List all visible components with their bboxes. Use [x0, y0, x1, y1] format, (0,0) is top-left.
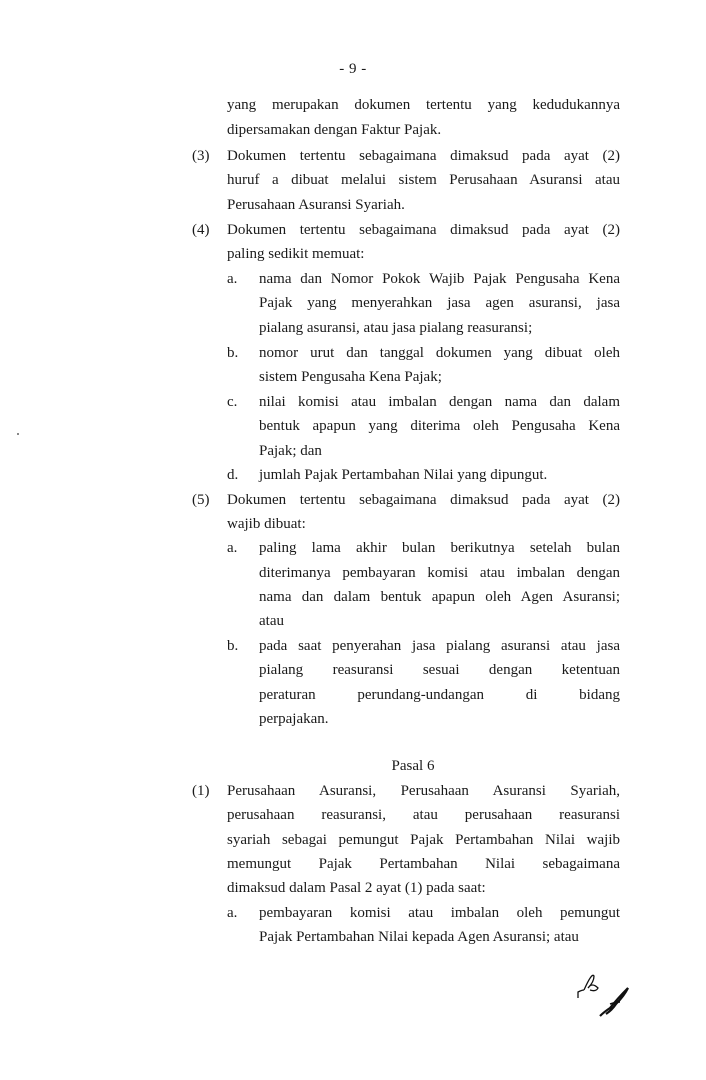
ayat-4-line-1: Dokumen tertentu sebagaimana dimaksud pada ayat (2) — [227, 222, 620, 238]
ayat-5-line-1: Dokumen tertentu sebagaimana dimaksud pada ayat (2) — [227, 492, 620, 508]
ayat-3-line-3: Perusahaan Asuransi Syariah. — [227, 197, 405, 213]
pasal-6-ayat-1-line-2: perusahaan reasuransi, atau perusahaan reasuransi — [227, 807, 620, 823]
continuation-line-2: dipersamakan dengan Faktur Pajak. — [227, 122, 442, 138]
ayat-3-line-2: huruf a dibuat melalui sistem Perusahaan Asuransi atau — [227, 172, 620, 188]
signature-stroke-1 — [578, 990, 584, 998]
pasal-6-ayat-1-line-4: memungut Pajak Pertambahan Nilai sebagaimana — [227, 856, 620, 872]
ayat-4-item-a-marker: a. — [227, 271, 238, 287]
ayat-4-item-c-line-2: bentuk apapun yang diterima oleh Pengusaha Kena — [259, 418, 620, 434]
ayat-5-item-a-marker: a. — [227, 540, 238, 556]
pasal-6-heading — [0, 756, 706, 776]
ayat-5-item-b-line-2: pialang reasuransi sesuai dengan ketentuan — [259, 662, 620, 678]
continuation-line-1: yang merupakan dokumen tertentu yang kedudukannya — [227, 97, 620, 113]
ayat-5-item-b-line-3: peraturan perundang-undangan di bidang — [259, 687, 620, 703]
ayat-5-item-a-line-1: paling lama akhir bulan berikutnya setelah bulan — [259, 540, 620, 556]
ayat-4-item-b-marker: b. — [227, 345, 239, 361]
initials-signature — [570, 968, 640, 1028]
ayat-5-item-a-line-4: atau — [259, 613, 284, 629]
pasal-6-ayat-1-marker: (1) — [192, 783, 210, 799]
pasal-6-ayat-1-line-5: dimaksud dalam Pasal 2 ayat (1) pada saat: — [227, 880, 486, 896]
ayat-4-item-d-marker: d. — [227, 467, 239, 483]
ayat-4-item-c-line-1: nilai komisi atau imbalan dengan nama dan dalam — [259, 394, 620, 410]
signature-stroke-2 — [584, 975, 598, 990]
ayat-3-line-1: Dokumen tertentu sebagaimana dimaksud pada ayat (2) — [227, 148, 620, 164]
ayat-5-item-a-line-3: nama dan dalam bentuk apapun oleh Agen Asuransi; — [259, 589, 620, 605]
pasal-6-ayat-1-item-a-marker: a. — [227, 905, 238, 921]
pasal-6-heading-text: Pasal 6 — [391, 758, 435, 774]
ayat-5-item-b-line-1: pada saat penyerahan jasa pialang asuransi atau jasa — [259, 638, 620, 654]
pasal-6-ayat-1-line-1: Perusahaan Asuransi, Perusahaan Asuransi Syariah, — [227, 783, 620, 799]
ayat-5-line-2: wajib dibuat: — [227, 516, 306, 532]
ayat-5-item-a-line-2: diterimanya pembayaran komisi atau imbalan dengan — [259, 565, 620, 581]
ayat-4-line-2: paling sedikit memuat: — [227, 246, 365, 262]
page-number: - 9 - — [339, 61, 367, 77]
ayat-4-marker: (4) — [192, 222, 210, 238]
ayat-4-item-b-line-2: sistem Pengusaha Kena Pajak; — [259, 369, 442, 385]
ayat-3-marker: (3) — [192, 148, 210, 164]
ayat-5-item-b-marker: b. — [227, 638, 239, 654]
signature-stroke-3 — [600, 988, 628, 1016]
ayat-4-item-a-line-3: pialang asuransi, atau jasa pialang reasuransi; — [259, 320, 533, 336]
pasal-6-ayat-1-line-3: syariah sebagai pemungut Pajak Pertambahan Nilai wajib — [227, 832, 620, 848]
ayat-4-item-b-line-1: nomor urut dan tanggal dokumen yang dibuat oleh — [259, 345, 620, 361]
scan-speck — [17, 433, 19, 435]
ayat-5-item-b-line-4: perpajakan. — [259, 711, 329, 727]
pasal-6-ayat-1-item-a-line-1: pembayaran komisi atau imbalan oleh pemungut — [259, 905, 620, 921]
ayat-4-item-d-line-1: jumlah Pajak Pertambahan Nilai yang dipungut. — [259, 467, 548, 483]
ayat-4-item-a-line-2: Pajak yang menyerahkan jasa agen asuransi, jasa — [259, 295, 620, 311]
ayat-5-marker: (5) — [192, 492, 210, 508]
ayat-4-item-c-marker: c. — [227, 394, 238, 410]
ayat-4-item-c-line-3: Pajak; dan — [259, 443, 322, 459]
pasal-6-ayat-1-item-a-line-2: Pajak Pertambahan Nilai kepada Agen Asuransi; atau — [259, 929, 579, 945]
ayat-4-item-a-line-1: nama dan Nomor Pokok Wajib Pajak Pengusaha Kena — [259, 271, 620, 287]
